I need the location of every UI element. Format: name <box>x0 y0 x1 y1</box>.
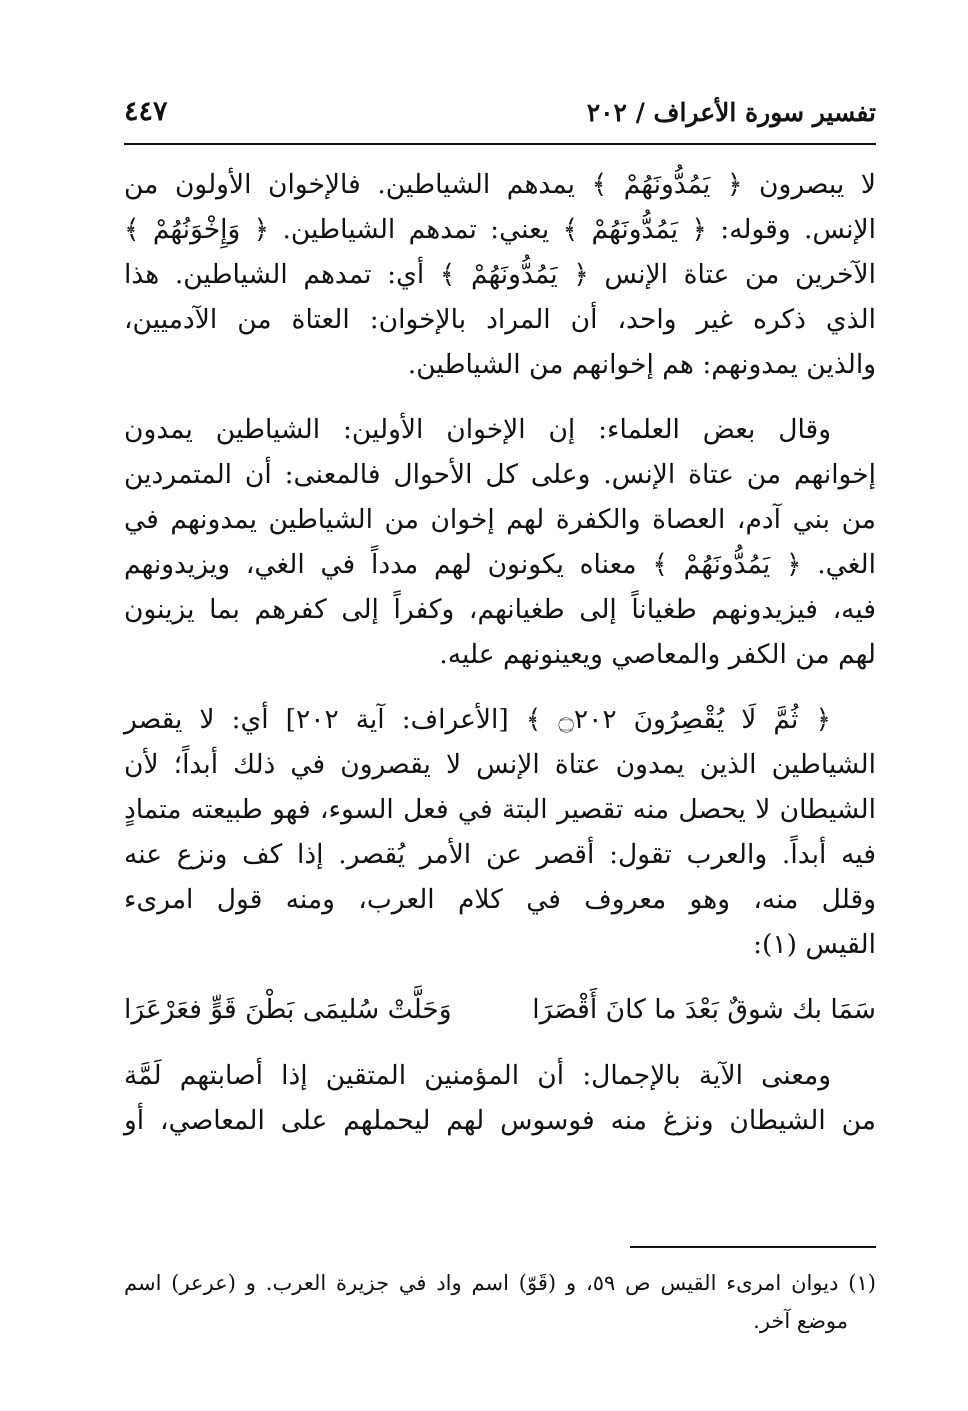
text-line: الآخرين من عتاة الإنس ﴿ يَمُدُّونَهُمْ ﴾ أي: تمدهم الشياطين. هذا <box>124 259 876 290</box>
paragraph-1 <box>124 162 876 387</box>
paragraph-3 <box>124 697 876 967</box>
poem-second-hemistich: وَحَلَّتْ سُليمَى بَطْنَ قَوٍّ فعَرْعَرَا <box>124 994 452 1025</box>
text-line: إخوانهم من عتاة الإنس. وعلى كل الأحوال فالمعنى: أن المتمردين <box>124 459 876 490</box>
page-header <box>124 92 876 138</box>
paragraph-4 <box>124 1053 876 1143</box>
text-line: الإنس. وقوله: ﴿ يَمُدُّونَهُمْ ﴾ يعني: تمدهم الشياطين. ﴿ وَإِخْوَنُهُمْ ﴾ <box>124 214 876 245</box>
text-line: الغي. ﴿ يَمُدُّونَهُمْ ﴾ معناه يكونون لهم مدداً في الغي، ويزيدونهم <box>124 549 876 580</box>
text-line: القيس (١): <box>753 929 876 960</box>
text-line: لهم من الكفر والمعاصي ويعينونهم عليه. <box>439 639 876 670</box>
text-line: لا يبصرون ﴿ يَمُدُّونَهُمْ ﴾ يمدهم الشياطين. فالإخوان الأولون من <box>124 169 876 200</box>
text-line: من بني آدم، العصاة والكفرة لهم إخوان من الشياطين يمدونهم في <box>124 504 877 535</box>
text-line: والذين يمدونهم: هم إخوانهم من الشياطين. <box>407 349 876 380</box>
text-line: فيه، فيزيدونهم طغياناً إلى طغيانهم، وكفراً إلى كفرهم بما يزينون <box>124 594 876 625</box>
text-line: فيه أبداً. والعرب تقول: أقصر عن الأمر يُقصر. إذا كف ونزع عنه <box>124 839 876 870</box>
paragraph-2 <box>124 407 876 677</box>
text-line: الشياطين الذين يمدون عتاة الإنس لا يقصرون في ذلك أبداً؛ لأن <box>124 749 876 780</box>
footnote-line: (١) ديوان امرىء القيس ص ٥٩، و (قَوّ) اسم واد في جزيرة العرب. و (عرعر) اسم <box>124 1271 876 1295</box>
text-line: ﴿ ثُمَّ لَا يُقْصِرُونَ ۝٢٠٢ ﴾ [الأعراف: آية ٢٠٢] أي: لا يقصر <box>124 704 831 735</box>
poem-verse <box>124 987 876 1037</box>
footnotes <box>124 1264 876 1340</box>
text-line: من الشيطان ونزغ منه فوسوس لهم ليحملهم على المعاصي، أو <box>124 1105 876 1136</box>
footnote-line: موضع آخر. <box>753 1309 848 1333</box>
text-line: الشيطان لا يحصل منه تقصير البتة في فعل السوء، فهو طبيعته متمادٍ <box>124 794 876 825</box>
poem-first-hemistich: سَمَا بك شوقٌ بَعْدَ ما كانَ أَقْصَرَا <box>532 994 876 1025</box>
text-line: الذي ذكره غير واحد، أن المراد بالإخوان: العتاة من الآدميين، <box>124 304 876 335</box>
text-line: ومعنى الآية بالإجمال: أن المؤمنين المتقين إذا أصابتهم لَمَّة <box>124 1060 831 1091</box>
text-line: وقلل منه، وهو معروف في كلام العرب، ومنه قول امرىء <box>124 884 876 915</box>
page-number: ٤٤٧ <box>124 96 168 127</box>
footnote-rule <box>630 1246 876 1248</box>
main-text <box>124 162 876 1163</box>
running-title: تفسير سورة الأعراف / ٢٠٢ <box>586 98 876 127</box>
header-rule <box>124 143 876 145</box>
text-line: وقال بعض العلماء: إن الإخوان الأولين: الشياطين يمدون <box>124 414 831 445</box>
